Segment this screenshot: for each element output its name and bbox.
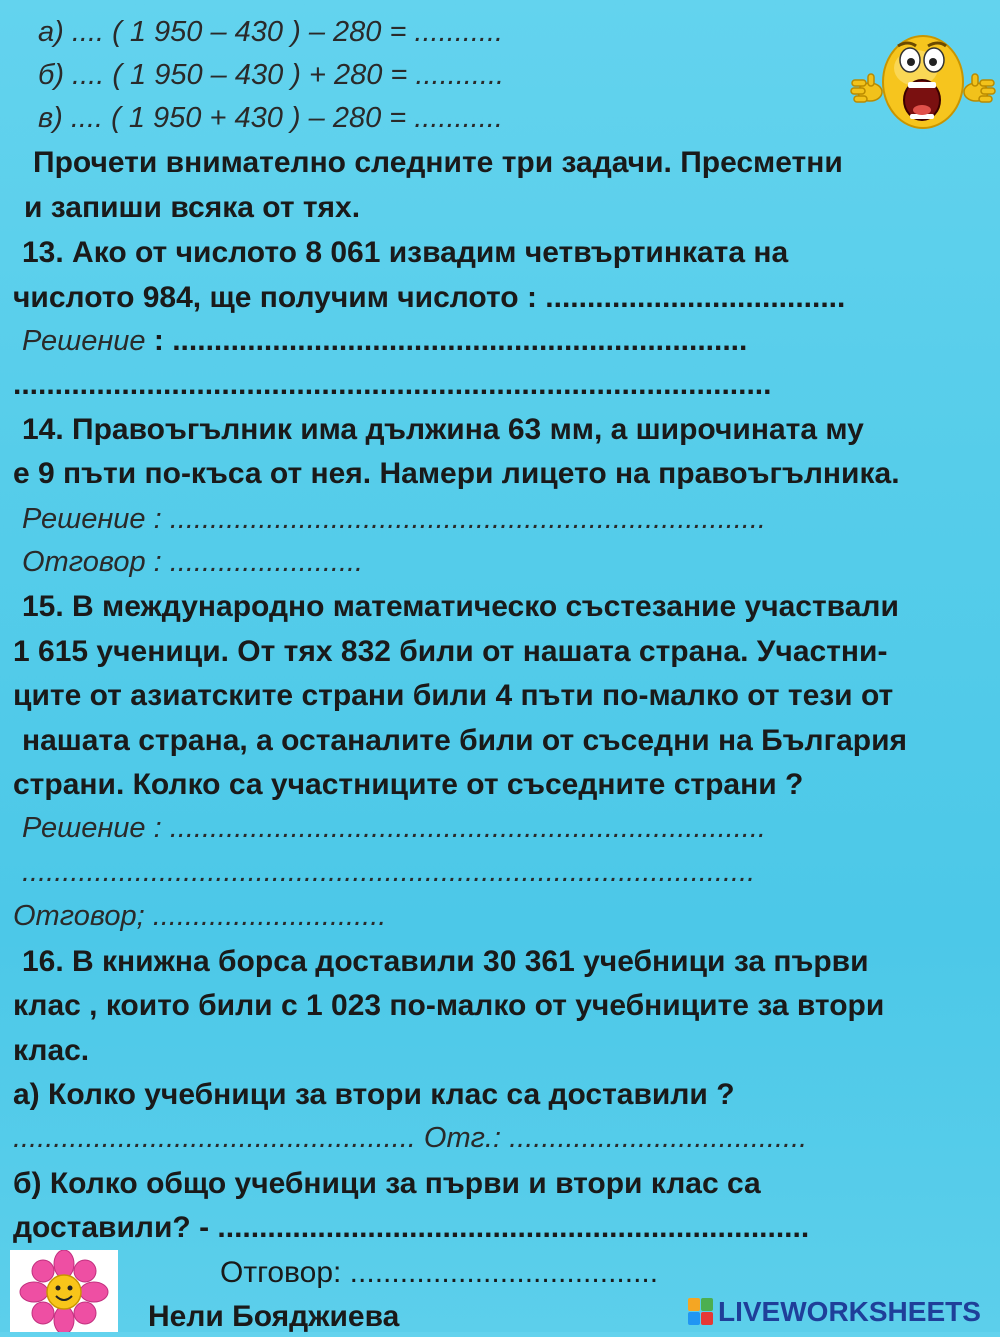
problem-15-solution: Решение : ..........................................................................: [22, 812, 766, 844]
author-name: Нели Бояджиева: [148, 1300, 400, 1333]
liveworksheets-brand[interactable]: [688, 1296, 981, 1328]
problem-14-text: 14. Правоъгълник има дължина 63 мм, а широчината му: [22, 413, 864, 446]
screaming-emoji-icon: [848, 30, 998, 134]
brand-name: LIVEWORKSHEETS: [718, 1296, 981, 1327]
problem-15-text-4: нашата страна, а останалите били от съседни на България: [22, 724, 908, 757]
solution-label: Решение: [22, 325, 146, 357]
problem-16-question-a: а) Колко учебници за втори клас са доставили ?: [13, 1078, 735, 1111]
instruction-line-1: Прочети внимателно следните три задачи. Пресметни: [33, 146, 843, 179]
problem-16-answer-a: .................................................. Отг.: .....................................: [13, 1122, 808, 1154]
problem-15-text-2: 1 615 ученици. От тях 832 били от нашата страна. Участни-: [13, 635, 888, 668]
problem-16-question-b: б) Колко общо учебници за първи и втори клас са: [13, 1167, 761, 1200]
problem-14-text-2: е 9 пъти по-къса от нея. Намери лицето на правоъгълника.: [13, 457, 900, 490]
problem-16-text: 16. В книжна борса доставили 30 361 учебници за първи: [22, 945, 869, 978]
exercise-v: в) .... ( 1 950 + 430 ) – 280 = ...........: [38, 102, 503, 134]
final-answer: Отговор: .....................................: [220, 1256, 659, 1289]
exercise-b: б) .... ( 1 950 – 430 ) + 280 = ...........: [38, 59, 505, 91]
problem-15-text-5: страни. Колко са участниците от съседните страни ?: [13, 768, 804, 801]
problem-13-solution: [22, 326, 747, 356]
problem-15-text: 15. В международно математическо състезание участвали: [22, 590, 899, 623]
problem-16-text-3: клас.: [13, 1034, 90, 1067]
instruction-line-2: и запиши всяка от тях.: [24, 191, 361, 224]
problem-15-text-3: ците от азиатските страни били 4 пъти по-малко от тези от: [13, 679, 894, 712]
problem-13-text: 13. Ако от числото 8 061 извадим четвъртинката на: [22, 236, 789, 269]
problem-16-text-2: клас , които били с 1 023 по-малко от учебниците за втори: [13, 989, 885, 1022]
problem-15-dots: ...........................................................................................: [22, 856, 756, 888]
problem-14-answer: Отговор : ........................: [22, 546, 364, 578]
problem-13-dots: ...........................................................................................: [13, 368, 772, 401]
liveworksheets-logo-icon: [688, 1298, 714, 1326]
problem-15-answer: Отговор; .............................: [13, 900, 387, 932]
problem-16-question-b-2: доставили? - .......................................................................: [13, 1211, 810, 1244]
problem-13-text-2: числото 984, ще получим числото : ....................................: [13, 281, 846, 314]
problem-14-solution: Решение : ..........................................................................: [22, 503, 766, 535]
exercise-a: а) .... ( 1 950 – 430 ) – 280 = ...........: [38, 16, 504, 48]
solution-dots: : .....................................................................: [145, 324, 748, 357]
pink-flower-icon: [10, 1250, 118, 1332]
